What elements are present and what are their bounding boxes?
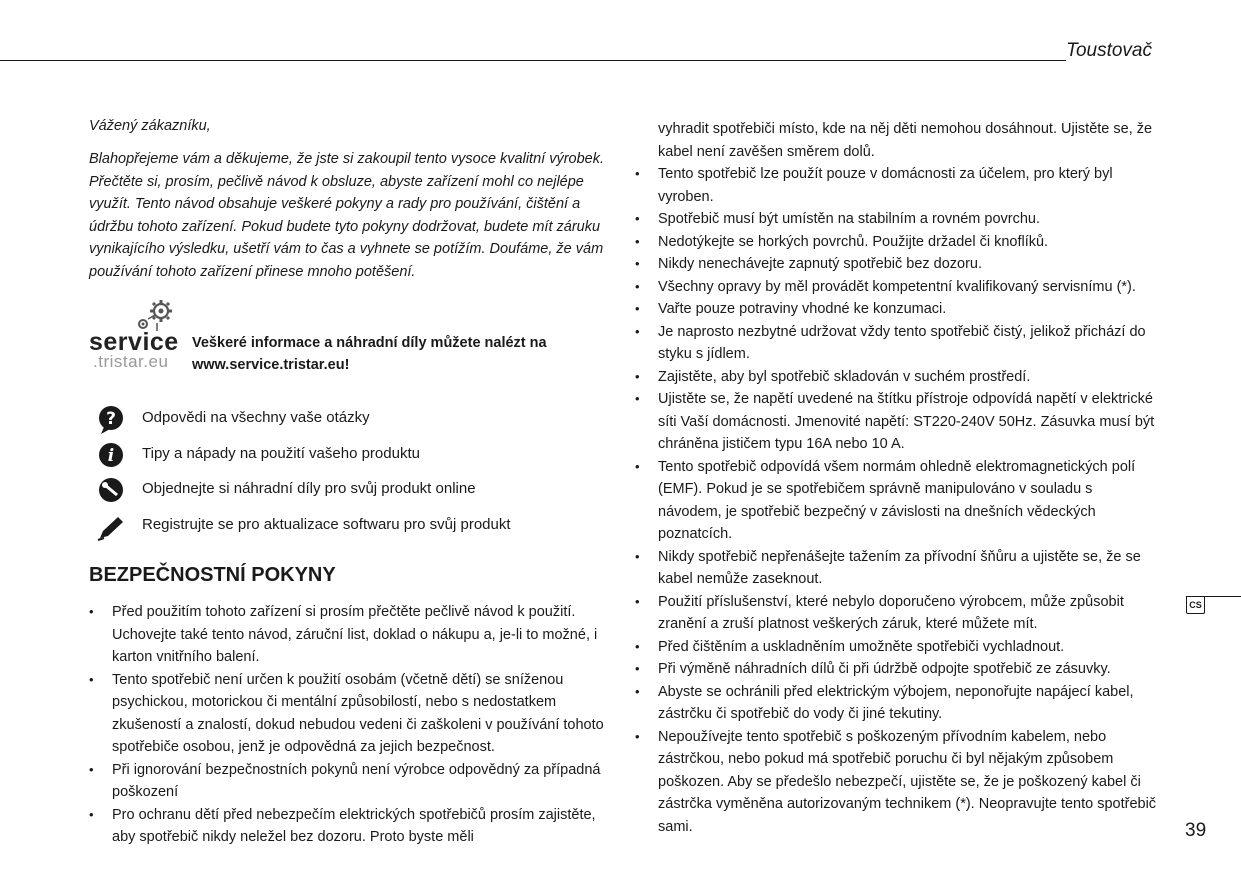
header-rule xyxy=(0,60,1066,61)
feature-row xyxy=(96,439,596,475)
safety-item: • Před čištěním a uskladněním umožněte spotřebiči vychladnout. xyxy=(635,636,1160,659)
safety-list-left xyxy=(89,601,609,849)
safety-item: • Při výměně náhradních dílů či při údržbě odpojte spotřebič ze zásuvky. xyxy=(635,658,1160,681)
language-tab xyxy=(1186,596,1241,617)
intro-section xyxy=(89,118,609,283)
svg-text:?: ? xyxy=(106,409,116,429)
service-info-line: Veškeré informace a náhradní díly můžete nalézt na xyxy=(192,335,547,351)
safety-item: • Při ignorování bezpečnostních pokynů není výrobce odpovědný za případná poškození xyxy=(89,759,609,804)
feature-row xyxy=(96,474,596,510)
greeting: Vážený zákazníku, xyxy=(89,118,211,134)
safety-item: • Tento spotřebič odpovídá všem normám ohledně elektromagnetických polí (EMF). Pokud je se spotřebičem správně manipulováno v souladu s návodem, je spotřebič bezpečný v závislosti na dnešních vědeckých poznatcích. xyxy=(635,456,1160,546)
safety-item: • Před použitím tohoto zařízení si prosím přečtěte pečlivě návod k použití. Uchovejte také tento návod, záruční list, doklad o nákupu a, je-li to možné, i karton vnitřního balení. xyxy=(89,601,609,669)
feature-label: Tipy a nápady na použití vašeho produktu xyxy=(142,444,420,462)
service-logo-word: service xyxy=(89,328,179,356)
safety-item: • Zajistěte, aby byl spotřebič skladován v suchém prostředí. xyxy=(635,366,1160,389)
safety-item: • Nepoužívejte tento spotřebič s poškozeným přívodním kabelem, nebo zástrčkou, nebo pokud má spotřebič poruchu či byl nějakým způsobem poškozen. Aby se předešlo nebezpečí, ujistěte se, že je poškozený kabel či zástrčka vyměněna autorizovaným technikem (*). Neopravujte tento spotřebič sami. xyxy=(635,726,1160,839)
feature-label: Objednejte si náhradní díly pro svůj produkt online xyxy=(142,480,476,497)
wrench-icon xyxy=(96,476,128,506)
feature-row xyxy=(96,403,596,439)
svg-text:i: i xyxy=(107,445,115,466)
safety-list-right xyxy=(635,163,1160,838)
safety-item: • Tento spotřebič není určen k použití osobám (včetně dětí) se sníženou psychickou, motorickou či mentální způsobilostí, nebo s nedostatkem zkušeností a znalostí, dokud nebudou vedeni či zaškoleni v používání tohoto spotřebiče osobou, jenž je odpovědná za jejich bezpečnost. xyxy=(89,669,609,759)
safety-item: • Nikdy spotřebič nepřenášejte tažením za přívodní šňůru a ujistěte se, že se kabel nemůže zaseknout. xyxy=(635,546,1160,591)
section-title: BEZPEČNOSTNÍ POKYNY xyxy=(89,564,336,586)
safety-item: • Všechny opravy by měl provádět kompetentní kvalifikovaný servisnímu (*). xyxy=(635,276,1160,299)
service-url: www.service.tristar.eu! xyxy=(192,357,350,373)
page-number: 39 xyxy=(1185,820,1207,841)
page-title: Toustovač xyxy=(1066,40,1152,61)
safety-item: • Nikdy nenechávejte zapnutý spotřebič bez dozoru. xyxy=(635,253,1160,276)
pen-icon xyxy=(96,512,128,542)
service-logo-domain: .tristar.eu xyxy=(93,352,169,371)
safety-item-continuation: vyhradit spotřebiči místo, kde na něj děti nemohou dosáhnout. Ujistěte se, že kabel není zavěšen směrem dolů. xyxy=(658,121,1153,160)
info-icon xyxy=(96,441,128,471)
service-block xyxy=(89,298,609,376)
safety-item: • Abyste se ochránili před elektrickým výbojem, neponořujte napájecí kabel, zástrčku či spotřebič do vody či jiné tekutiny. xyxy=(635,681,1160,726)
safety-item: • Pro ochranu dětí před nebezpečím elektrických spotřebičů prosím zajistěte, aby spotřebič nikdy neležel bez dozoru. Proto byste měli xyxy=(89,804,609,849)
language-code: CS xyxy=(1186,597,1205,614)
safety-item: • Je naprosto nezbytné udržovat vždy tento spotřebič čistý, jelikož přichází do styku s jídlem. xyxy=(635,321,1160,366)
safety-item: • Ujistěte se, že napětí uvedené na štítku přístroje odpovídá napětí v elektrické síti Vaší domácnosti. Jmenovité napětí: ST220-240V 50Hz. Zásuvka musí být chráněna jističem typu 16A nebo 10 A. xyxy=(635,388,1160,456)
safety-item: • Spotřebič musí být umístěn na stabilním a rovném povrchu. xyxy=(635,208,1160,231)
safety-column-right xyxy=(635,118,1160,838)
safety-item: • Vařte pouze potraviny vhodné ke konzumaci. xyxy=(635,298,1160,321)
feature-label: Registrujte se pro aktualizace softwaru pro svůj produkt xyxy=(142,515,511,533)
feature-row xyxy=(96,510,596,546)
service-logo xyxy=(89,298,189,376)
service-feature-list xyxy=(96,403,596,545)
feature-label: Odpovědi na všechny vaše otázky xyxy=(142,409,370,426)
intro-paragraph: Blahopřejeme vám a děkujeme, že jste si zakoupil tento vysoce kvalitní výrobek. Přečtěte si, prosím, pečlivě návod k obsluze, abyste zařízení mohl co nejlépe využít. Tento návod obsahuje veškeré pokyny a rady pro používání, čištění a údržbu tohoto zařízení. Pokud budete tyto pokyny dodržovat, budete mít záruku vynikajícího výsledku, ušetří vám to čas a vyhnete se potížím. Doufáme, že vám používání tohoto zařízení přinese mnoho potěšení. xyxy=(89,151,604,280)
safety-item: • Nedotýkejte se horkých povrchů. Použijte držadel či knoflíků. xyxy=(635,231,1160,254)
safety-item: • Tento spotřebič lze použít pouze v domácnosti za účelem, pro který byl vyroben. xyxy=(635,163,1160,208)
safety-item: • Použití příslušenství, které nebylo doporučeno výrobcem, může způsobit zranění a zruší platnost veškerých záruk, které můžete mít. xyxy=(635,591,1160,636)
service-info-text xyxy=(192,332,547,376)
question-icon xyxy=(96,405,128,435)
